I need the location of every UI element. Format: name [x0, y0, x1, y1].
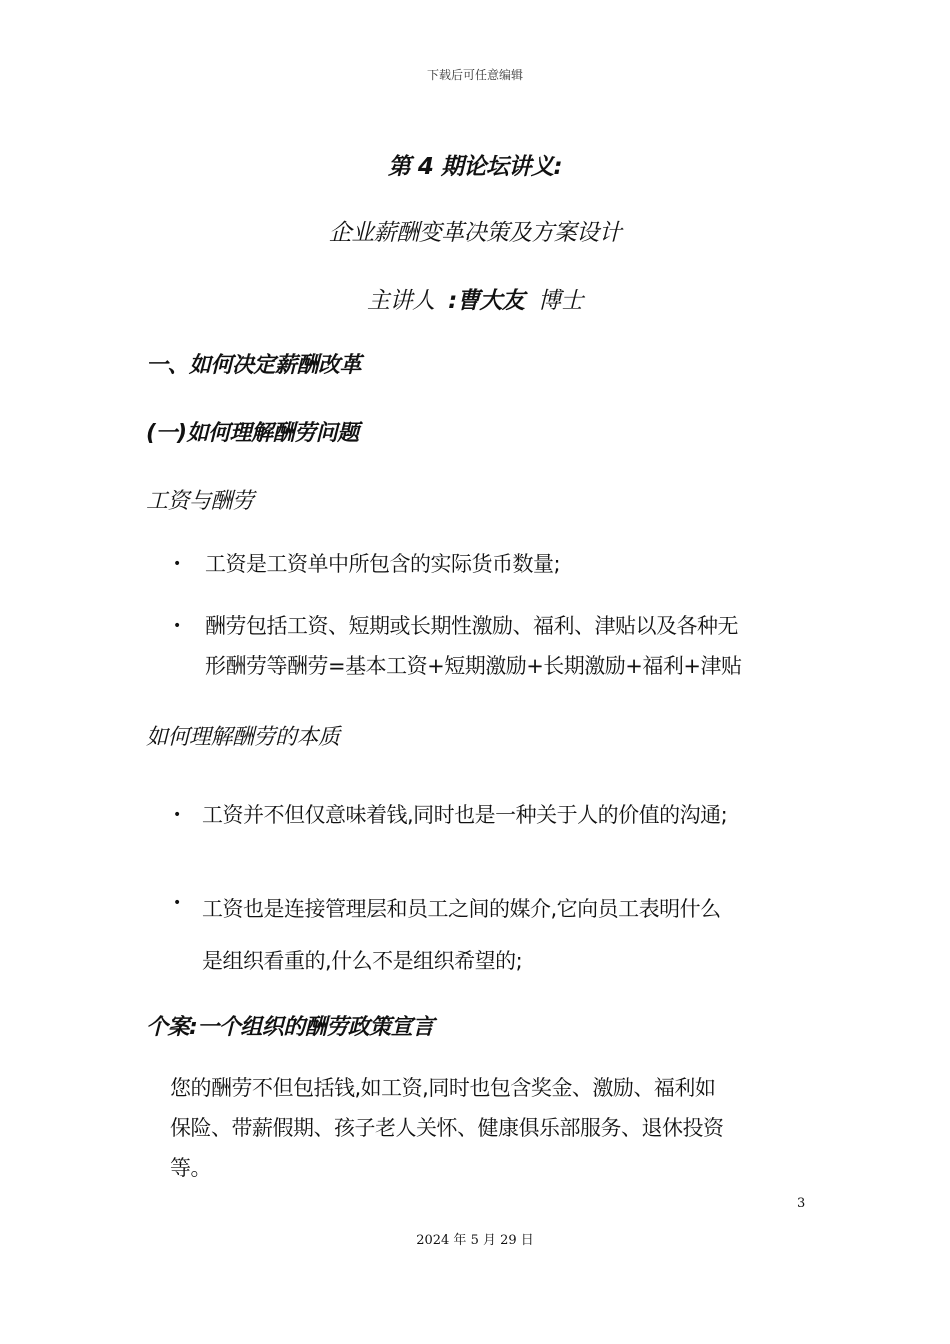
bullet-marker: • — [173, 618, 182, 634]
bullet-item-essence-1 — [202, 795, 812, 835]
case-heading: 个案:一个组织的酬劳政策宣言 — [146, 1015, 434, 1040]
speaker-suffix: 博士 — [537, 288, 583, 314]
bullet-line: 形酬劳等酬劳=基本工资+短期激励+长期激励+福利+津贴 — [205, 654, 742, 678]
bullet-line: 工资也是连接管理层和员工之间的媒介,它向员工表明什么 — [202, 897, 721, 921]
paragraph-line: 等。 — [170, 1156, 211, 1180]
bullet-line: 酬劳包括工资、短期或长期性激励、福利、津贴以及各种无 — [205, 614, 738, 638]
topic-heading-wages: 工资与酬劳 — [146, 489, 254, 514]
case-paragraph — [170, 1068, 724, 1188]
document-title: 第 4 期论坛讲义: — [387, 154, 563, 180]
paragraph-line: 保险、带薪假期、孩子老人关怀、健康俱乐部服务、退休投资 — [170, 1116, 724, 1140]
bullet-item-wages-2 — [205, 606, 815, 686]
speaker-label: 主讲人 — [367, 288, 435, 314]
header-note: 下载后可任意编辑 — [426, 68, 523, 82]
footer-date: 2024 年 5 月 29 日 — [416, 1233, 534, 1248]
page-number: 3 — [797, 1196, 806, 1211]
bullet-item-essence-2 — [202, 883, 812, 987]
bullet-line: 是组织看重的,什么不是组织希望的; — [202, 949, 523, 973]
bullet-line: 工资是工资单中所包含的实际货币数量; — [205, 552, 561, 576]
topic-heading-essence: 如何理解酬劳的本质 — [146, 725, 340, 750]
bullet-marker: • — [173, 556, 182, 572]
bullet-marker: • — [173, 895, 182, 911]
section-heading-1-1: (一)如何理解酬劳问题 — [146, 421, 359, 446]
document-subtitle: 企业薪酬变革决策及方案设计 — [328, 220, 622, 246]
section-heading-1: 一、如何决定薪酬改革 — [146, 353, 362, 378]
bullet-line: 工资并不但仅意味着钱,同时也是一种关于人的价值的沟通; — [202, 803, 728, 827]
speaker-line — [0, 282, 950, 315]
paragraph-line: 您的酬劳不但包括钱,如工资,同时也包含奖金、激励、福利如 — [170, 1076, 716, 1100]
bullet-marker: • — [173, 807, 182, 823]
speaker-name: :曹大友 — [448, 288, 525, 314]
bullet-item-wages-1 — [205, 544, 815, 584]
